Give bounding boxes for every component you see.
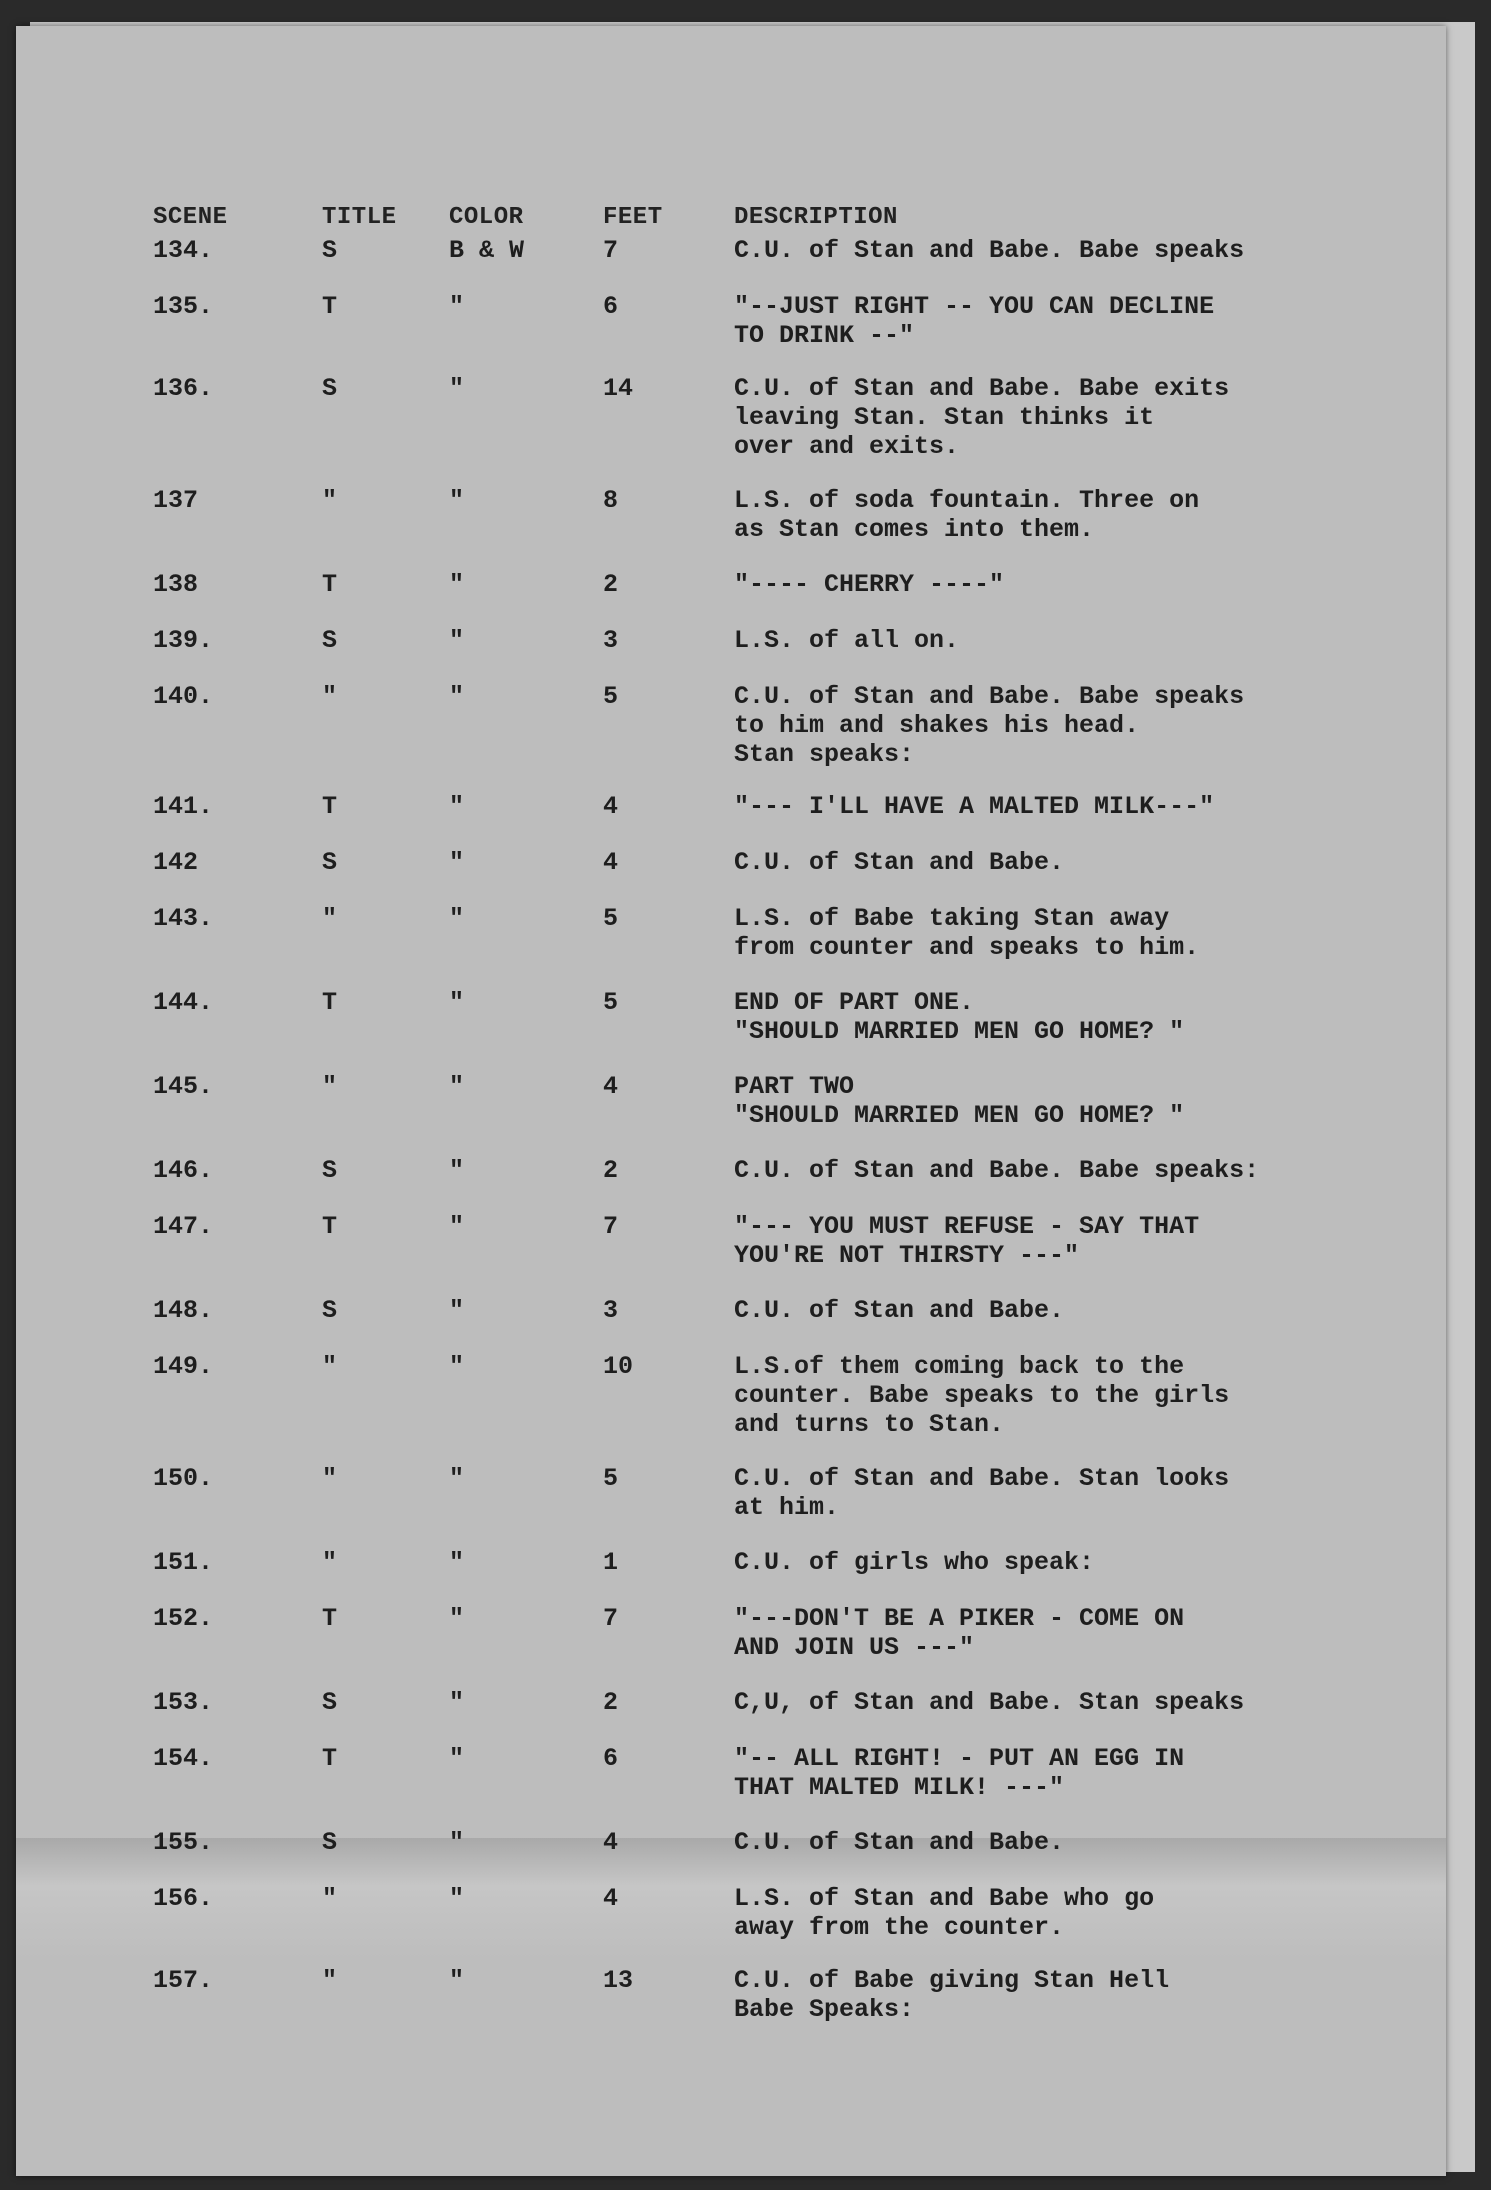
color-code: ": [449, 1884, 465, 1913]
scene-number: 138: [153, 570, 199, 599]
color-code: B & W: [449, 236, 525, 265]
scene-description: C.U. of girls who speak:: [734, 1548, 1095, 1577]
scene-number: 134.: [153, 236, 214, 265]
color-code: ": [449, 374, 465, 403]
scene-description: L.S. of Babe taking Stan away from counter and speaks to him.: [734, 904, 1200, 962]
title-code: S: [322, 1296, 338, 1325]
scene-description: C.U. of Babe giving Stan Hell Babe Speaks:: [734, 1966, 1170, 2024]
feet-count: 14: [603, 374, 634, 403]
scene-description: "-- ALL RIGHT! - PUT AN EGG IN THAT MALTED MILK! ---": [734, 1744, 1185, 1802]
title-code: ": [322, 1884, 338, 1913]
feet-count: 6: [603, 292, 619, 321]
color-code: ": [449, 1604, 465, 1633]
scene-number: 144.: [153, 988, 214, 1017]
scene-description: L.S. of Stan and Babe who go away from the counter.: [734, 1884, 1155, 1942]
scene-description: C.U. of Stan and Babe. Babe speaks:: [734, 1156, 1260, 1185]
title-code: ": [322, 1966, 338, 1995]
scene-description: C.U. of Stan and Babe. Stan looks at him.: [734, 1464, 1230, 1522]
feet-count: 7: [603, 1212, 619, 1241]
scene-description: "--- I'LL HAVE A MALTED MILK---": [734, 792, 1215, 821]
scene-number: 151.: [153, 1548, 214, 1577]
feet-count: 3: [603, 626, 619, 655]
script-page: [16, 26, 1446, 2176]
title-code: S: [322, 848, 338, 877]
scene-description: C,U, of Stan and Babe. Stan speaks: [734, 1688, 1245, 1717]
title-code: T: [322, 1212, 338, 1241]
feet-count: 2: [603, 1156, 619, 1185]
feet-count: 4: [603, 1828, 619, 1857]
scene-number: 153.: [153, 1688, 214, 1717]
color-code: ": [449, 486, 465, 515]
scene-description: C.U. of Stan and Babe.: [734, 1296, 1065, 1325]
color-code: ": [449, 1966, 465, 1995]
title-code: S: [322, 1156, 338, 1185]
scene-number: 140.: [153, 682, 214, 711]
scene-number: 156.: [153, 1884, 214, 1913]
feet-count: 5: [603, 988, 619, 1017]
scene-description: C.U. of Stan and Babe. Babe speaks to him and shakes his head. Stan speaks:: [734, 682, 1245, 769]
scene-number: 147.: [153, 1212, 214, 1241]
scene-description: "---DON'T BE A PIKER - COME ON AND JOIN US ---": [734, 1604, 1185, 1662]
scene-number: 154.: [153, 1744, 214, 1773]
color-code: ": [449, 1744, 465, 1773]
scene-number: 148.: [153, 1296, 214, 1325]
color-code: ": [449, 1156, 465, 1185]
title-code: ": [322, 1464, 338, 1493]
title-code: S: [322, 1828, 338, 1857]
feet-count: 2: [603, 570, 619, 599]
scene-description: L.S. of all on.: [734, 626, 960, 655]
feet-count: 7: [603, 236, 619, 265]
scene-number: 139.: [153, 626, 214, 655]
scene-description: C.U. of Stan and Babe. Babe exits leaving Stan. Stan thinks it over and exits.: [734, 374, 1230, 461]
scene-number: 142: [153, 848, 199, 877]
feet-count: 5: [603, 682, 619, 711]
feet-count: 4: [603, 1884, 619, 1913]
scene-number: 150.: [153, 1464, 214, 1493]
feet-count: 3: [603, 1296, 619, 1325]
feet-count: 5: [603, 904, 619, 933]
scene-description: L.S. of soda fountain. Three on as Stan comes into them.: [734, 486, 1200, 544]
scene-number: 149.: [153, 1352, 214, 1381]
feet-count: 2: [603, 1688, 619, 1717]
title-code: ": [322, 904, 338, 933]
feet-count: 1: [603, 1548, 619, 1577]
color-code: ": [449, 1688, 465, 1717]
color-code: ": [449, 570, 465, 599]
title-code: T: [322, 1604, 338, 1633]
title-code: S: [322, 626, 338, 655]
title-code: T: [322, 792, 338, 821]
scene-description: C.U. of Stan and Babe.: [734, 848, 1065, 877]
title-code: S: [322, 374, 338, 403]
color-code: ": [449, 1296, 465, 1325]
header-description: DESCRIPTION: [734, 204, 898, 231]
title-code: ": [322, 1352, 338, 1381]
title-code: T: [322, 988, 338, 1017]
feet-count: 13: [603, 1966, 634, 1995]
scene-number: 137: [153, 486, 199, 515]
color-code: ": [449, 1352, 465, 1381]
scene-description: "--JUST RIGHT -- YOU CAN DECLINE TO DRINK --": [734, 292, 1215, 350]
color-code: ": [449, 904, 465, 933]
title-code: ": [322, 1072, 338, 1101]
scene-description: C.U. of Stan and Babe. Babe speaks: [734, 236, 1245, 265]
scene-number: 141.: [153, 792, 214, 821]
scene-number: 152.: [153, 1604, 214, 1633]
scene-number: 143.: [153, 904, 214, 933]
scene-number: 135.: [153, 292, 214, 321]
title-code: ": [322, 1548, 338, 1577]
title-code: S: [322, 1688, 338, 1717]
scene-description: C.U. of Stan and Babe.: [734, 1828, 1065, 1857]
color-code: ": [449, 1072, 465, 1101]
scene-number: 145.: [153, 1072, 214, 1101]
scene-description: PART TWO "SHOULD MARRIED MEN GO HOME? ": [734, 1072, 1185, 1130]
scene-number: 157.: [153, 1966, 214, 1995]
scene-number: 136.: [153, 374, 214, 403]
scene-number: 155.: [153, 1828, 214, 1857]
color-code: ": [449, 1464, 465, 1493]
feet-count: 8: [603, 486, 619, 515]
header-color: COLOR: [449, 204, 524, 231]
title-code: T: [322, 1744, 338, 1773]
feet-count: 7: [603, 1604, 619, 1633]
title-code: ": [322, 486, 338, 515]
color-code: ": [449, 682, 465, 711]
color-code: ": [449, 988, 465, 1017]
header-title: TITLE: [322, 204, 397, 231]
feet-count: 5: [603, 1464, 619, 1493]
header-scene: SCENE: [153, 204, 228, 231]
feet-count: 4: [603, 848, 619, 877]
scene-description: END OF PART ONE. "SHOULD MARRIED MEN GO HOME? ": [734, 988, 1185, 1046]
color-code: ": [449, 1828, 465, 1857]
header-feet: FEET: [603, 204, 663, 231]
color-code: ": [449, 1212, 465, 1241]
color-code: ": [449, 792, 465, 821]
scene-number: 146.: [153, 1156, 214, 1185]
scene-description: "---- CHERRY ----": [734, 570, 1005, 599]
title-code: T: [322, 292, 338, 321]
color-code: ": [449, 292, 465, 321]
feet-count: 6: [603, 1744, 619, 1773]
title-code: T: [322, 570, 338, 599]
color-code: ": [449, 1548, 465, 1577]
scene-description: L.S.of them coming back to the counter. Babe speaks to the girls and turns to Stan.: [734, 1352, 1230, 1439]
feet-count: 4: [603, 1072, 619, 1101]
color-code: ": [449, 848, 465, 877]
title-code: S: [322, 236, 338, 265]
color-code: ": [449, 626, 465, 655]
feet-count: 10: [603, 1352, 634, 1381]
title-code: ": [322, 682, 338, 711]
feet-count: 4: [603, 792, 619, 821]
scene-description: "--- YOU MUST REFUSE - SAY THAT YOU'RE NOT THIRSTY ---": [734, 1212, 1200, 1270]
